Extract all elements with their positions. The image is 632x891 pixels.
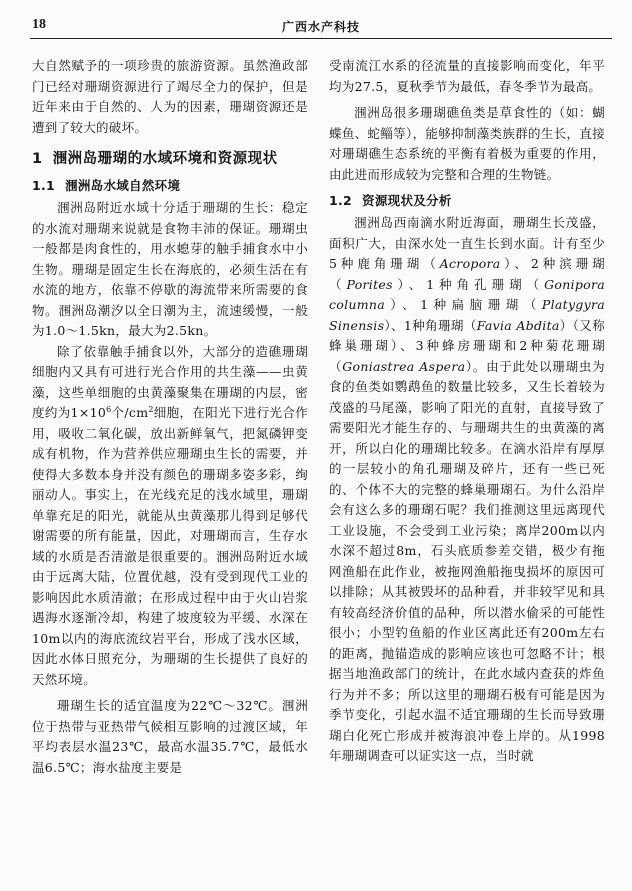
species-porites: Porites [346, 276, 393, 292]
species-gonipora: Gonipora columna [329, 276, 605, 312]
section-1-2-heading [329, 191, 605, 211]
intro-paragraph: 大自然赋予的一项珍贵的旅游资源。虽然渔政部门已经对珊瑚资源进行了竭尽全力的保护，但是近年来由于自然的、人为的因素，珊瑚资源还是遭到了较大的破坏。 [32, 58, 308, 135]
page-header [30, 14, 612, 39]
density-exponent: 6 [106, 404, 112, 414]
species-favia: Favia Abdita [476, 317, 560, 333]
page-number: 18 [32, 17, 46, 32]
reef-fish-paragraph: 涠洲岛很多珊瑚礁鱼类是草食性的（如：蝴蝶鱼、蛇鲻等），能够抑制藻类族群的生长，直接对珊瑚礁生态系统的平衡有着极为重要的作用，由此进而形成较为完整和合理的生物链。 [329, 105, 605, 182]
zooxanthellae-text-a: 除了依靠触手捕食以外，大部分的造礁珊瑚细胞内又具有可进行光合作用的共生藻——虫黄藻，这些单细胞的虫黄藻聚集在珊瑚的内层，密度约为1×10 [32, 343, 308, 420]
section-1-1-title: 涠洲岛水域自然环境 [65, 178, 181, 193]
status-text-g: ）。由于此处以珊瑚虫为食的鱼类如鹦鹉鱼的数量比较多，又生长着较为茂盛的马尾藻，影响了阳光的直射，直接导致了需要阳光才能生存的、与珊瑚共生的虫黄藻的离开，所以白化的珊瑚比较多。在滴水沿岸有厚厚的一层较小的角孔珊瑚及碎片，还有一些已死的、个体不大的完整的蜂巢珊瑚石。为什么沿岸会有这么多的珊瑚石呢？我们推测这里远离现代工业设施，不会受到工业污染；离岸200m以内水深不超过8m，石头底质参差交错，极少有拖网渔船在此作业，被拖网渔船拖曳损坏的原因可以排除；从其被毁坏的品种看，并非较罕见和具有较高经济价值的品种，所以潜水偷采的可能性很小；小型钓鱼船的作业区离此还有200m左右的距离，抛锚造成的影响应该也可忽略不计；根据当地渔政部门的统计，在此水域内查获的炸鱼行为并不多；所以这里的珊瑚石极有可能是因为季节变化，引起水温不适宜珊瑚的生长而导致珊瑚白化死亡形成并被海浪冲卷上岸的。从1998年珊瑚调查可以证实这一点，当时就 [329, 358, 605, 763]
species-platygyra: Platygyra Sinensis [329, 297, 605, 333]
section-1-number: 1 [32, 151, 43, 167]
zooxanthellae-paragraph [32, 342, 308, 691]
density-unit: 个/cm [111, 405, 149, 420]
journal-title: 广西水产科技 [281, 20, 360, 34]
species-goniastrea: Goniastrea Aspera [342, 358, 466, 374]
left-column [32, 56, 308, 778]
status-text-e: ）、1种角珊瑚（ [384, 317, 477, 333]
section-1-1-heading [32, 176, 308, 196]
area-exponent: 2 [148, 404, 154, 414]
section-1-2-number: 1.2 [329, 193, 353, 208]
status-text-d: ）、1种扁脑珊瑚（ [385, 297, 542, 312]
section-1-title: 涠洲岛珊瑚的水域环境和资源现状 [52, 151, 278, 167]
section-1-heading [32, 148, 308, 170]
salinity-paragraph: 受南流江水系的径流量的直接影响而变化，年平均为27.5，夏秋季节为最低，春冬季节为最高。 [329, 58, 605, 94]
zooxanthellae-text-b: 细胞，在阳光下进行光合作用，吸收二氧化碳，放出新鲜氧气，把氮磷钾变成有机物，作为营养供应珊瑚虫生长的需要，并使得大多数本身并没有颜色的珊瑚多姿多彩，绚丽动人。事实上，在光线充足的浅水域里，珊瑚单靠充足的阳光，就能从虫黄藻那儿得到足够代谢需要的所有能量，因此，对珊瑚而言，生存水域的水质是否清澈是很重要的。涠洲岛附近水域由于远离大陆，位置优越，没有受到现代工业的影响因此水质清澈；在形成过程中由于火山岩浆遇海水逐渐冷却，构建了坡度较为平缓、水深在10m以内的海底流纹岩平台，形成了浅水区域，因此水体日照充分，为珊瑚的生长提供了良好的天然环境。 [32, 405, 308, 687]
water-flow-paragraph: 涠洲岛附近水域十分适于珊瑚的生长：稳定的水流对珊瑚来说就是食物丰沛的保证。珊瑚虫一般都是肉食性的，用水螅芽的触手捕食水中小生物。珊瑚是固定生长在海底的，必须生活在有水流的地方，依靠不停歇的海流带来所需要的食物。涠洲岛潮汐以全日潮为主，流速缓慢，一般为1.0～1.5kn，最大为2.5kn。 [32, 200, 308, 338]
status-text-b: ）、2种滨珊瑚（ [329, 256, 605, 292]
section-1-1-number: 1.1 [32, 178, 56, 193]
status-text-c: ）、1种角孔珊瑚（ [392, 276, 545, 292]
status-text-f: ）（又称蜂巢珊瑚）、3种蜂房珊瑚和2种菊花珊瑚（ [329, 317, 605, 374]
section-1-2-title: 资源现状及分析 [362, 193, 452, 208]
right-column [329, 56, 605, 767]
species-acropora: Acropora [439, 256, 501, 271]
resource-status-paragraph [329, 213, 605, 767]
status-text-a: 涠洲岛西南滴水附近海面，珊瑚生长茂盛，面积广大，由深水处一直生长到水面。计有至少5种鹿角珊瑚（ [329, 215, 605, 271]
temperature-paragraph: 珊瑚生长的适宜温度为22℃～32℃。涠洲位于热带与亚热带气候相互影响的过渡区域，年平均表层水温23℃，最高水温35.7℃，最低水温6.5℃；海水盐度主要是 [32, 698, 308, 775]
